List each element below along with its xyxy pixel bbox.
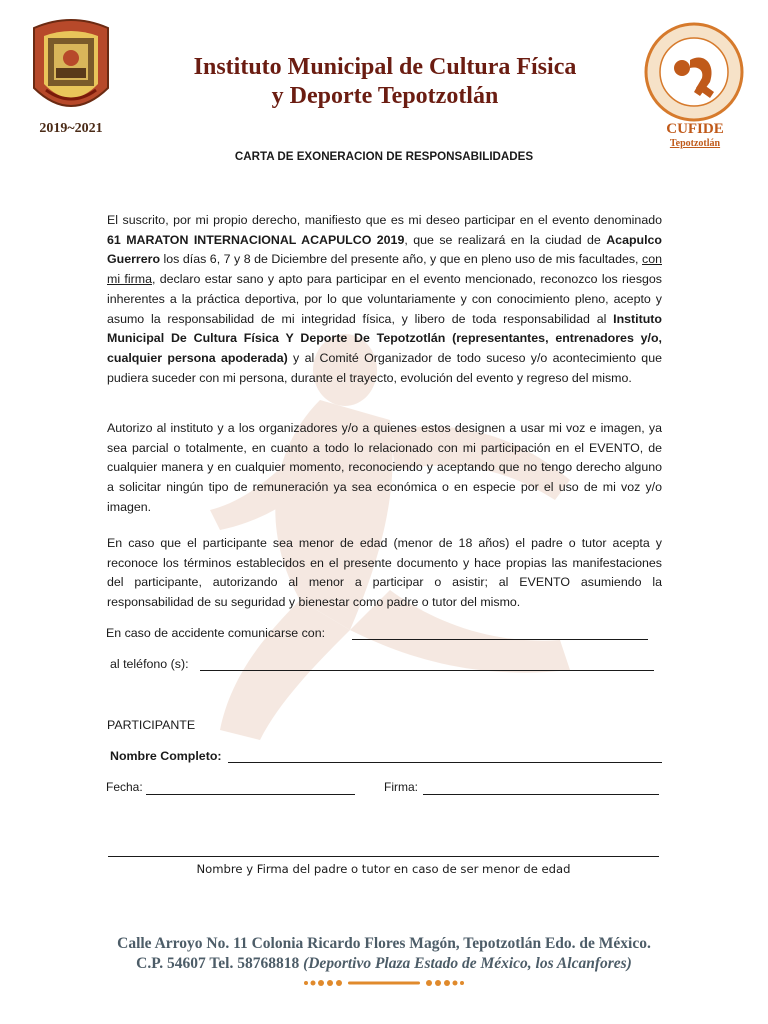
footer-contact (0, 954, 768, 974)
administration-years: 2019~2021 (39, 121, 103, 136)
institute-name: Instituto Municipal De Cultura Física Y Deporte De Tepotzotlán (representantes, entrenadores y/o, cualquier persona apoderada) (107, 311, 662, 365)
participant-heading: PARTICIPANTE (107, 718, 196, 732)
signature-field[interactable] (423, 780, 659, 795)
document-title: CARTA DE EXONERACION DE RESPONSABILIDADES (234, 150, 534, 163)
footer-venue: (Deportivo Plaza Estado de México, los Alcanfores) (303, 955, 632, 972)
p1-text-1: El suscrito, por mi propio derecho, manifiesto que es mi deseo participar en el evento denominado (107, 213, 662, 227)
cufide-logo-subtitle: Tepotzotlán (669, 138, 721, 149)
guardian-signature-field[interactable] (108, 842, 659, 857)
p1-text-3: los días 6, 7 y 8 de Diciembre del presente año, y que en pleno uso de mis facultades, (160, 252, 643, 267)
image-rights-paragraph: Autorizo al instituto y a los organizadores y/o a quienes estos designen a usar mi voz e imagen, ya sea parcial o totalmente, en cuanto a todo lo relacionado con mi participación en el EVENTO, de cualquier manera y en cualquier momento, reconociendo y aceptando que no tengo derecho alguno a solicitar ningún tipo de remuneración ya sea económica o en especie por el uso de mi voz y/o imagen. (107, 421, 662, 514)
phone-label: al teléfono (s): (110, 657, 189, 671)
p1-text-5: y al Comité Organizador de todo suceso y/o acontecimiento que pudiera suceder con mi persona, durante el trayecto, evolución del evento y regreso del mismo. (107, 350, 662, 385)
event-city: Acapulco Guerrero (107, 232, 663, 267)
signature-label: Firma: (384, 780, 418, 794)
date-label: Fecha: (106, 780, 143, 794)
footer-postal-phone: C.P. 54607 Tel. 58768818 (136, 955, 304, 972)
p1-text-4: , declaro estar sano y apto para participar en el evento mencionado, reconozco los riesgos inherentes a la práctica deportiva, por lo que voluntariamente y con conocimiento pleno, acepto y asumo la responsabilidad de mi integridad física, y libero de toda responsabilidad al (107, 272, 662, 326)
footer-address: Calle Arroyo No. 11 Colonia Ricardo Flores Magón, Tepotzotlán Edo. de México. (117, 935, 651, 952)
minor-consent-paragraph: En caso que el participante sea menor de edad (menor de 18 años) el padre o tutor acepta y reconoce los términos establecidos en el presente documento y hace propias las manifestaciones del participante, autorizando al menor a participar o asistir; al EVENTO asumiendo la responsabilidad de su seguridad y bienestar como padre o tutor del mismo. (107, 536, 662, 610)
cufide-logo-text: CUFIDE (666, 121, 724, 137)
event-name: 61 MARATON INTERNACIONAL ACAPULCO 2019 (107, 232, 405, 247)
signature-phrase: con mi firma (107, 252, 662, 287)
full-name-label: Nombre Completo: (110, 749, 222, 763)
full-name-field[interactable] (228, 748, 662, 763)
institute-title-line1: Instituto Municipal de Cultura Física (193, 54, 577, 80)
accident-contact-label: En caso de accidente comunicarse con: (106, 626, 326, 640)
cufide-seal-logo (644, 22, 744, 122)
date-field[interactable] (146, 780, 355, 795)
p1-text-2: , que se realizará en la ciudad de (404, 232, 607, 247)
waiver-paragraph (107, 211, 662, 388)
guardian-caption: Nombre y Firma del padre o tutor en caso de ser menor de edad (196, 862, 571, 876)
accident-contact-field[interactable] (352, 625, 648, 640)
institute-title-line2: y Deporte Tepotzotlán (271, 83, 499, 109)
phone-field[interactable] (200, 656, 654, 671)
decorative-dots-divider (0, 976, 768, 990)
estado-de-mexico-seal-logo (26, 18, 116, 122)
